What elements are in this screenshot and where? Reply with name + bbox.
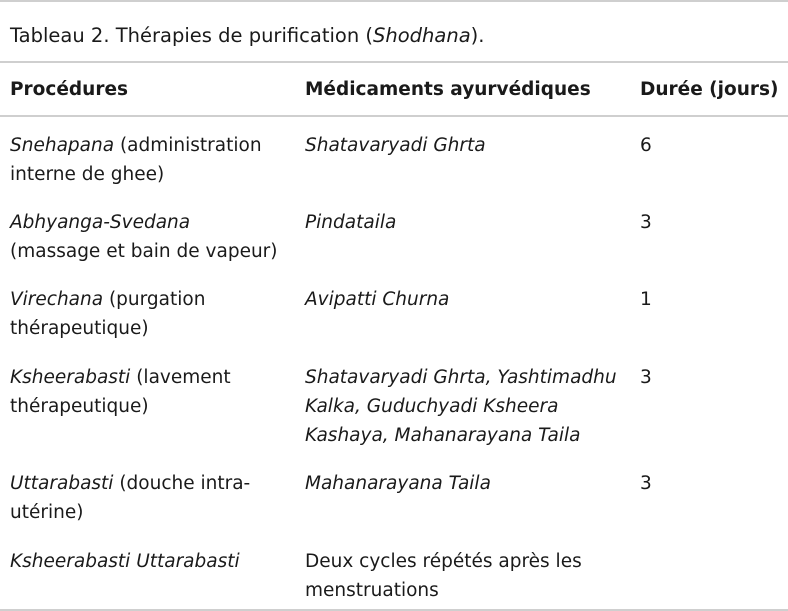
caption-suffix: ). — [470, 24, 485, 47]
procedure-name: Uttarabasti — [10, 473, 114, 494]
medicament-name: Avipatti Churna — [305, 289, 450, 310]
medicament-name: Pindataila — [305, 212, 397, 233]
table-body — [0, 116, 788, 611]
table-row — [0, 271, 788, 349]
header-medicaments: Médicaments ayurvédiques — [295, 63, 630, 116]
header-duree: Durée (jours) — [630, 63, 788, 116]
procedure-name: Snehapana — [10, 135, 115, 156]
table-row — [0, 349, 788, 455]
medicament-cell — [295, 271, 630, 349]
medicament-name: Shatavaryadi Ghrta, Yashtimadhu Kalka, Guduchyadi Ksheera Kashaya, Mahanarayana Taila — [305, 367, 617, 446]
procedure-description: (purgation thérapeutique) — [10, 289, 206, 339]
procedure-cell — [0, 349, 295, 455]
duration-cell: 3 — [640, 367, 652, 388]
procedure-cell — [0, 455, 295, 533]
procedure-description: (administration interne de ghee) — [10, 135, 262, 185]
table-caption — [0, 2, 788, 63]
medicament-cell — [295, 194, 630, 271]
medicament-name: Shatavaryadi Ghrta — [305, 135, 486, 156]
medicament-note: Deux cycles répétés après les menstruations — [305, 551, 582, 601]
medicament-cell — [295, 533, 630, 611]
procedure-name: Ksheerabasti Uttarabasti — [10, 551, 240, 572]
duration-cell: 6 — [640, 135, 652, 156]
procedure-name: Virechana — [10, 289, 104, 310]
procedure-cell — [0, 533, 295, 611]
duration-cell: 3 — [640, 212, 652, 233]
medicament-cell — [295, 349, 630, 455]
caption-italic: Shodhana — [372, 24, 471, 47]
procedure-name: Abhyanga-Svedana — [10, 212, 191, 233]
duration-cell: 3 — [640, 473, 652, 494]
header-row — [0, 63, 788, 116]
table-row — [0, 194, 788, 271]
procedure-cell — [0, 116, 295, 194]
procedure-description: (douche intra-utérine) — [10, 473, 251, 523]
procedure-cell — [0, 194, 295, 271]
header-procedures: Procédures — [0, 63, 295, 116]
procedure-description: (lavement thérapeutique) — [10, 367, 231, 417]
table-row — [0, 533, 788, 611]
therapy-table — [0, 63, 788, 611]
caption-prefix: Tableau 2. Thérapies de purification ( — [10, 24, 373, 47]
procedure-cell — [0, 271, 295, 349]
duration-cell — [630, 533, 788, 611]
duration-cell: 1 — [640, 289, 652, 310]
table-row — [0, 455, 788, 533]
table-row — [0, 116, 788, 194]
medicament-cell — [295, 455, 630, 533]
medicament-name: Mahanarayana Taila — [305, 473, 491, 494]
table-header — [0, 63, 788, 116]
procedure-name: Ksheerabasti — [10, 367, 131, 388]
medicament-cell — [295, 116, 630, 194]
procedure-description: (massage et bain de vapeur) — [10, 241, 278, 262]
